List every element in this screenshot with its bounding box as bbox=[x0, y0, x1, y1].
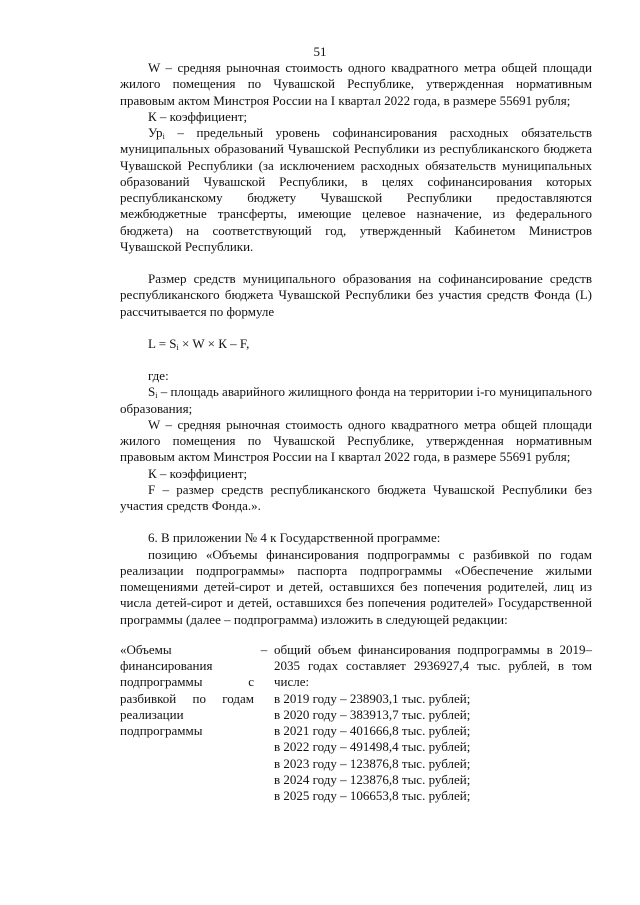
s-symbol: S bbox=[148, 384, 156, 400]
section-6-text: позицию «Объемы финансирования подпрограммы с разбивкой по годам реализации подпрограммы» паспорта подпрограммы «Обеспечение жилыми помещениями детей-сирот и детей, оставшихся без попечения родителей, лиц из числа детей-сирот и детей, оставшихся без попечения родителей» Государственной программы (далее – подпрограмма) изложить в следующей редакции: bbox=[120, 546, 592, 627]
f-definition: F – размер средств республиканского бюджета Чувашской Республики без участия средств Фонда.». bbox=[120, 481, 592, 513]
financing-year-2020: в 2020 году – 383913,7 тыс. рублей; bbox=[274, 706, 471, 722]
formula-left: L = S bbox=[148, 335, 177, 351]
financing-table-values bbox=[274, 642, 592, 805]
s-subscript: i bbox=[155, 391, 158, 401]
s-definition bbox=[120, 384, 592, 417]
yp-symbol: Ур bbox=[148, 125, 163, 140]
yp-subscript: i bbox=[162, 132, 165, 141]
document-body bbox=[120, 60, 592, 804]
financing-total: общий объем финансирования подпрограммы в 2019–2035 годах составляет 2936927,4 тыс. рублей, в том числе: bbox=[274, 641, 592, 690]
k-definition-2: К – коэффициент; bbox=[148, 465, 248, 481]
formula bbox=[120, 336, 592, 352]
financing-table-dash: – bbox=[260, 641, 268, 657]
financing-year-2021: в 2021 году – 401666,8 тыс. рублей; bbox=[274, 723, 471, 738]
w-definition-2: W – средняя рыночная стоимость одного квадратного метра общей площади жилого помещения по Чувашской Республике, утвержденная нормативным правовым актом Минстроя России на I квартал 2022 года, в размере 55691 рубля; bbox=[120, 416, 592, 465]
formula-subscript: i bbox=[176, 342, 179, 352]
financing-year-2022: в 2022 году – 491498,4 тыс. рублей; bbox=[274, 739, 471, 755]
financing-table bbox=[120, 642, 592, 805]
financing-year-2024: в 2024 году – 123876,8 тыс. рублей; bbox=[274, 771, 471, 787]
financing-year-2019: в 2019 году – 238903,1 тыс. рублей; bbox=[274, 690, 471, 706]
s-definition-text: – площадь аварийного жилищного фонда на территории i-го муниципального образования; bbox=[120, 384, 592, 416]
section-6-heading: 6. В приложении № 4 к Государственной программе: bbox=[148, 530, 441, 546]
financing-table-label: «Объемы финансирования подпрограммы с разбивкой по годам реализации подпрограммы bbox=[120, 641, 254, 738]
formula-intro: Размер средств муниципального образования на софинансирование средств республиканского бюджета Чувашской Республики без участия средств Фонда (L) рассчитывается по формуле bbox=[120, 271, 592, 319]
page-number: 51 bbox=[313, 44, 327, 59]
k-definition: К – коэффициент; bbox=[148, 108, 248, 124]
yp-definition-text: – предельный уровень софинансирования расходных обязательств муниципальных образований Чувашской Республики из республиканского бюджета Чувашской Республики (за исключением расходных обязательств муниципальных образований Чувашской Республики, в целях софинансирования которых республиканскому бюджету Чувашской Республики предоставляются межбюджетные трансферты, имеющие целевое назначение, из федерального бюджета) на соответствующий год, утвержденный Кабинетом Министров Чувашской Республики. bbox=[120, 125, 592, 254]
yp-definition bbox=[120, 125, 592, 255]
financing-year-2025: в 2025 году – 106653,8 тыс. рублей; bbox=[274, 788, 471, 803]
w-definition: W – средняя рыночная стоимость одного квадратного метра общей площади жилого помещения по Чувашской Республике, утвержденная нормативным правовым актом Минстроя России на I квартал 2022 года, в размере 55691 рубля; bbox=[120, 60, 592, 108]
formula-right: × W × К – F, bbox=[178, 335, 250, 351]
financing-year-2023: в 2023 году – 123876,8 тыс. рублей; bbox=[274, 755, 471, 771]
where-label: где: bbox=[148, 368, 169, 383]
